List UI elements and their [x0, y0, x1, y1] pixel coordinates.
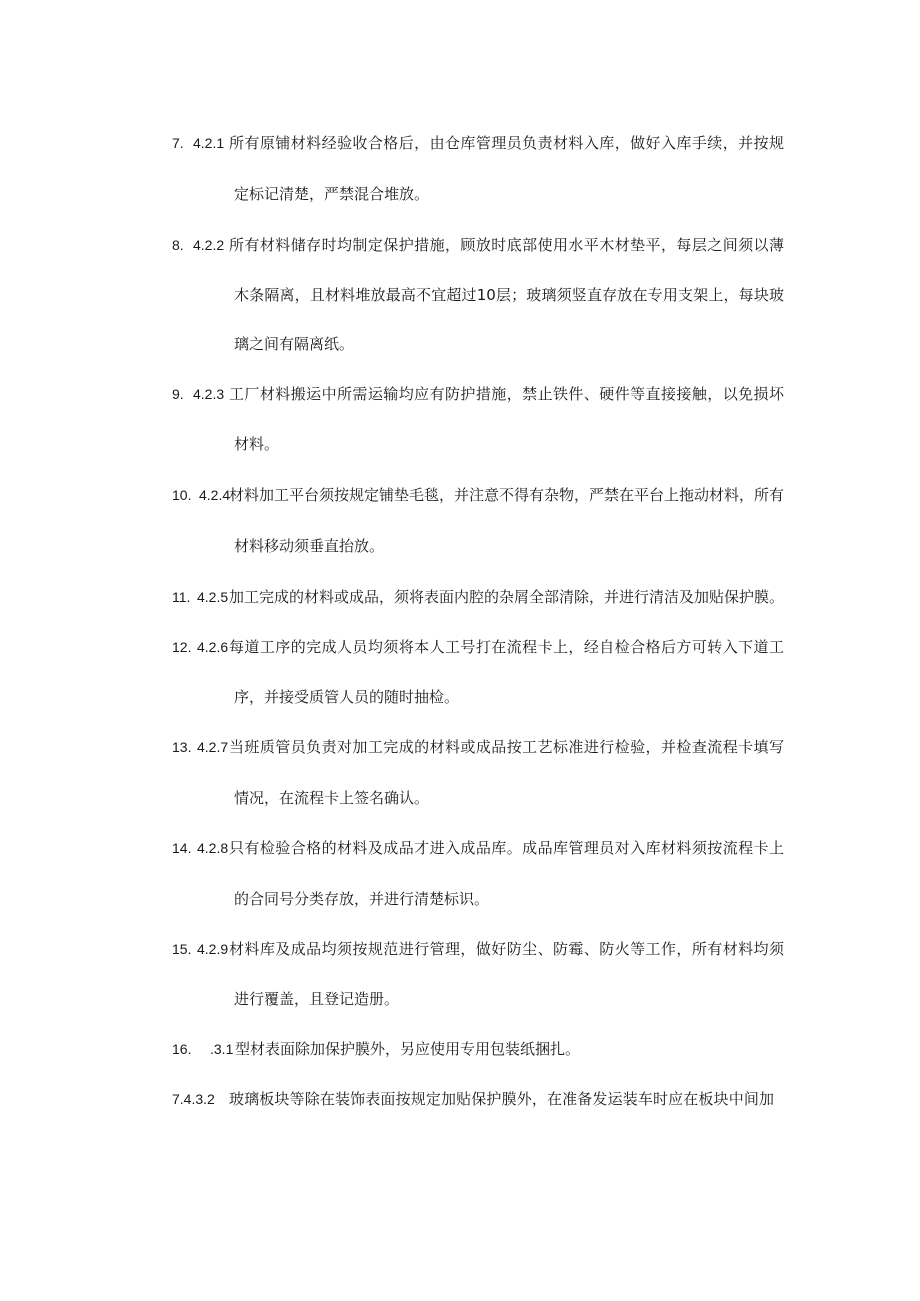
clause-code: 4.2.1 — [193, 135, 225, 151]
item-number: 15. — [172, 941, 192, 957]
item-text: 所有材料储存时均制定保护措施，顾放时底部使用水平木材垫平，每层之间须以薄 — [229, 236, 784, 254]
item-continuation: 进行覆盖，且登记造册。 — [234, 990, 400, 1008]
item-number: 12. — [172, 639, 192, 655]
item-text: 只有检验合格的材料及成品才进入成品库。成品库管理员对入库材料须按流程卡上 — [229, 839, 784, 857]
clause-code: 4.2.2 — [193, 237, 225, 253]
clause-code: 4.2.3 — [193, 386, 225, 402]
item-number: 16. — [172, 1041, 192, 1057]
item-number: 8. — [172, 237, 184, 253]
item-text: 材料库及成品均须按规范进行管理，做好防尘、防霉、防火等工作，所有材料均须 — [229, 940, 784, 958]
item-text: 材料加工平台须按规定铺垫毛毯，并注意不得有杂物，严禁在平台上拖动材料，所有 — [229, 486, 785, 504]
clause-code: 4.2.7 — [197, 739, 229, 755]
item-number: 14. — [172, 840, 192, 856]
item-text: 型材表面除加保护膜外，另应使用专用包装纸捆扎。 — [235, 1040, 581, 1058]
item-text: 当班质管员负责对加工完成的材料或成品按工艺标准进行检验，并检查流程卡填写 — [229, 738, 784, 756]
item-number: 10. — [172, 487, 192, 503]
item-text: 工厂材料搬运中所需运输均应有防护措施，禁止铁件、硬件等直接接触，以免损坏 — [229, 385, 784, 403]
item-number: 7. — [172, 135, 184, 151]
clause-code: 7.4.3.2 — [172, 1091, 215, 1107]
item-continuation: 材料。 — [234, 435, 280, 453]
item-continuation: 木条隔离，且材料堆放最高不宜超过10层；玻璃须竖直存放在专用支架上，每块玻 — [234, 286, 784, 304]
item-number: 13. — [172, 739, 192, 755]
clause-code: 4.2.9 — [197, 941, 229, 957]
clause-code: 4.2.8 — [197, 840, 229, 856]
item-continuation: 材料移动须垂直抬放。 — [234, 537, 385, 555]
item-number: 9. — [172, 386, 184, 402]
item-text: 所有原铺材料经验收合格后，由仓库管理员负责材料入库，做好入库手续，并按规 — [229, 134, 784, 152]
item-text: 加工完成的材料或成品，须将表面内腔的杂屑全部清除，并进行清洁及加贴保护膜。 — [229, 588, 785, 606]
item-number: 11. — [172, 589, 191, 605]
item-continuation: 璃之间有隔离纸。 — [234, 335, 355, 353]
item-text: 每道工序的完成人员均须将本人工号打在流程卡上，经自检合格后方可转入下道工 — [229, 638, 784, 656]
clause-code: 4.2.6 — [197, 639, 229, 655]
clause-code: 4.2.5 — [197, 589, 229, 605]
clause-code: 4.2.4 — [199, 487, 231, 503]
clause-text: 玻璃板块等除在装饰表面按规定加贴保护膜外，在准备发运装车时应在板块中间加 — [229, 1090, 774, 1108]
clause-code: .3.1 — [210, 1041, 234, 1057]
item-continuation: 的合同号分类存放，并进行清楚标识。 — [234, 890, 490, 908]
item-continuation: 定标记清楚，严禁混合堆放。 — [234, 185, 430, 203]
item-continuation: 情况，在流程卡上签名确认。 — [234, 789, 430, 807]
item-continuation: 序，并接受质管人员的随时抽检。 — [234, 688, 460, 706]
